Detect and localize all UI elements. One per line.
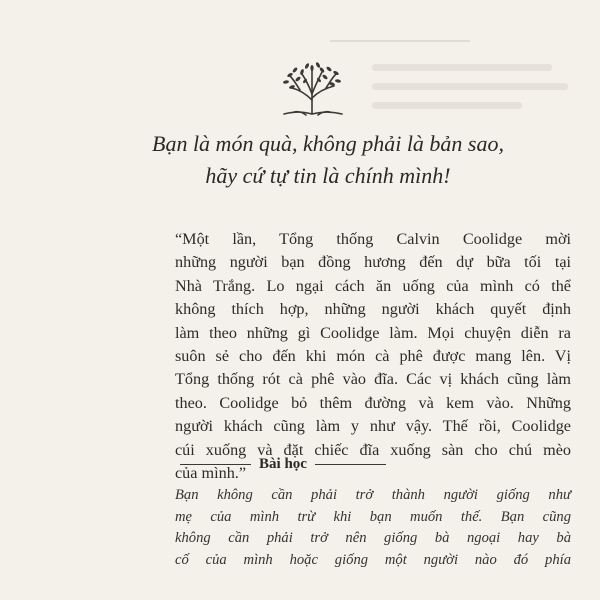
- lesson-paragraph: [175, 485, 571, 571]
- bleed-through-text: [372, 64, 572, 124]
- quote-title-line-1: Bạn là món quà, không phải là bản sao,: [152, 131, 504, 156]
- story-line: làm theo những gì Coolidge làm. Mọi chuyện diễn ra: [175, 323, 571, 342]
- lesson-line: mẹ của mình trừ khi bạn muốn thế. Bạn cũng: [175, 508, 571, 525]
- story-line: cúi xuống và đặt chiếc đĩa xuống sàn cho chú mèo: [175, 440, 571, 459]
- story-line: suôn sẻ cho đến khi món cà phê được mang lên. Vị: [175, 347, 571, 366]
- story-paragraph: [175, 228, 571, 485]
- story-line: theo. Coolidge bỏ thêm đường và kem vào. Những: [175, 393, 571, 412]
- quote-title-line-2: hãy cứ tự tin là chính mình!: [205, 163, 451, 188]
- story-line: người khách cũng làm y như vậy. Thế rồi, Coolidge: [175, 417, 571, 436]
- story-line: “Một lần, Tổng thống Calvin Coolidge mời: [175, 230, 571, 248]
- lesson-line: Bạn không cần phải trở thành người giống như: [175, 487, 571, 503]
- lesson-line: cố của mình hoặc giống một người nào đó phía: [175, 551, 571, 568]
- divider-left: [180, 464, 251, 465]
- story-line: những người bạn đồng hương đến dự bữa tối tại: [175, 253, 571, 272]
- story-line: không thích hợp, những người khách quyết định: [175, 300, 571, 319]
- story-line: của mình.”: [175, 464, 247, 483]
- story-line: Tổng thống rót cà phê vào đĩa. Các vị khách cũng làm: [175, 370, 571, 389]
- story-line: Nhà Trắng. Lo ngại cách ăn uống của mình có thể: [175, 276, 571, 295]
- bleed-through-rule: [330, 40, 470, 42]
- divider-right: [315, 464, 386, 465]
- tree-ornament-icon: [276, 60, 348, 118]
- lesson-line: không cần phải trở nên giống bà ngoại hay bà: [175, 530, 571, 547]
- lesson-heading: [180, 454, 386, 474]
- quote-title: [118, 128, 538, 192]
- lesson-heading-label: Bài học: [259, 455, 307, 472]
